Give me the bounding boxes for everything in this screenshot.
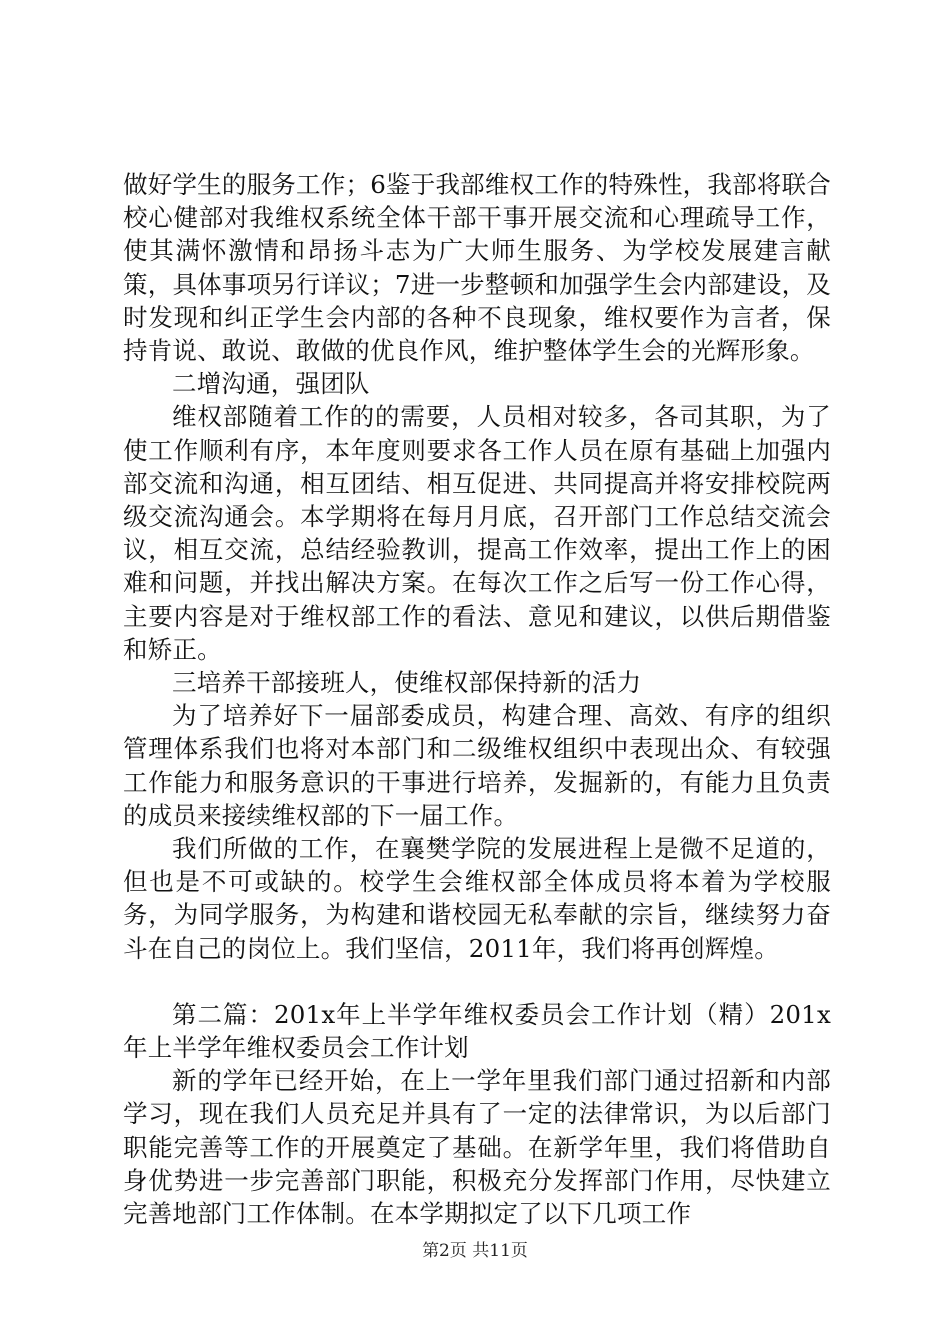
section-heading-successors: 三培养干部接班人，使维权部保持新的活力 — [172, 668, 642, 698]
section-heading-communication: 二增沟通，强团队 — [172, 369, 370, 399]
paragraph-service-work: 做好学生的服务工作；6鉴于我部维权工作的特殊性，我部将联合校心健部对我维权系统全体干部干事开展交流和心理疏导工作，使其满怀激情和昂扬斗志为广大师生服务、为学校发展建言献策，具体事项另行详议；7进一步整顿和加强学生会内部建设，及时发现和纠正学生会内部的各种不良现象，维权要作为言者，保持肯说、敢说、敢做的优良作风，维护整体学生会的光辉形象。 — [123, 170, 831, 366]
paragraph-new-semester: 新的学年已经开始，在上一学年里我们部门通过招新和内部学习，现在我们人员充足并具有了一定的法律常识，为以后部门职能完善等工作的开展奠定了基础。在新学年里，我们将借助自身优势进一步完善部门职能，积极充分发挥部门作用，尽快建立完善地部门工作体制。在本学期拟定了以下几项工作 — [123, 1066, 831, 1229]
paragraph-gap — [123, 965, 831, 998]
document-body — [123, 168, 831, 1230]
paragraph-communication: 维权部随着工作的的需要，人员相对较多，各司其职，为了使工作顺利有序，本年度则要求各工作人员在原有基础上加强内部交流和沟通，相互团结、相互促进、共同提高并将安排校院两级交流沟通会。本学期将在每月月底，召开部门工作总结交流会议，相互交流，总结经验教训，提高工作效率，提出工作上的困难和问题，并找出解决方案。在每次工作之后写一份工作心得，主要内容是对于维权部工作的看法、意见和建议，以供后期借鉴和矫正。 — [123, 402, 831, 664]
paragraph-successors: 为了培养好下一届部委成员，构建合理、高效、有序的组织管理体系我们也将对本部门和二级维权组织中表现出众、有较强工作能力和服务意识的干事进行培养，发掘新的，有能力且负责的成员来接续维权部的下一届工作。 — [123, 701, 831, 830]
chapter-title-part-two: 第二篇：201x年上半学年维权委员会工作计划（精）201x年上半学年维权委员会工作计划 — [123, 999, 831, 1063]
paragraph-conclusion: 我们所做的工作，在襄樊学院的发展进程上是微不足道的，但也是不可或缺的。校学生会维权部全体成员将本着为学校服务，为同学服务，为构建和谐校园无私奉献的宗旨，继续努力奋斗在自己的岗位上。我们坚信，2011年，我们将再创辉煌。 — [123, 834, 831, 963]
page-number-footer: 第2页 共11页 — [422, 1241, 528, 1261]
